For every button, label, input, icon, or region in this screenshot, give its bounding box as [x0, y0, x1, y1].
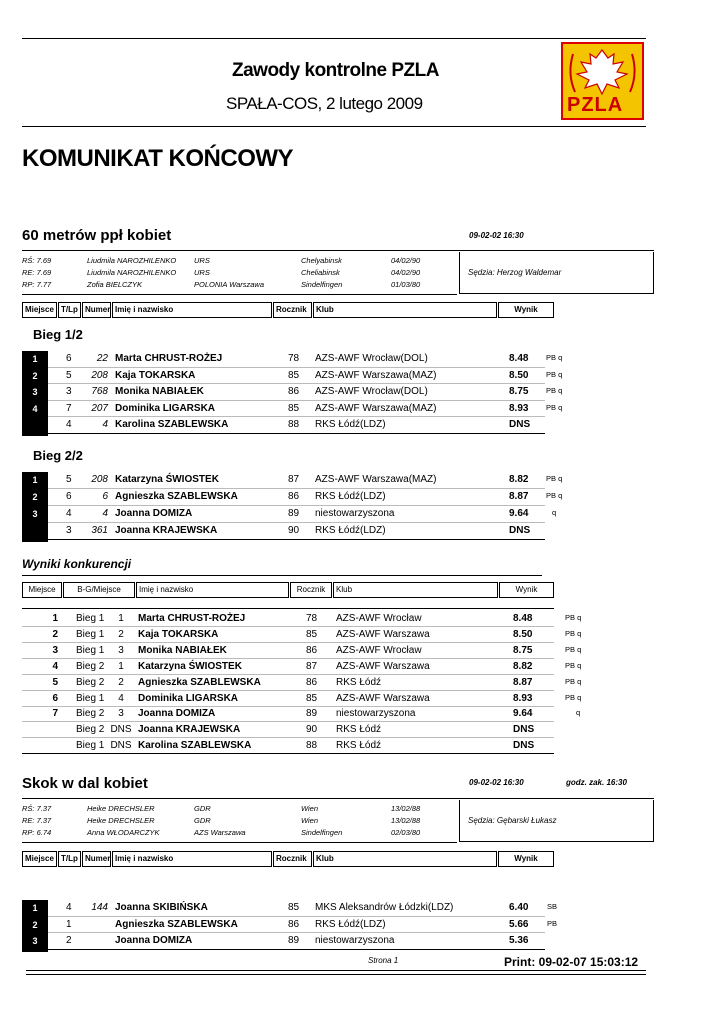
athlete-name: Agnieszka SZABLEWSKA: [115, 918, 238, 930]
sum-col-name-header: Imię i nazwisko: [136, 582, 289, 598]
result-value: 9.64: [513, 708, 533, 720]
athlete-name: Joanna DOMIZA: [138, 708, 216, 720]
summary-place: 2: [52, 628, 58, 640]
athlete-name: Dominika LIGARSKA: [138, 692, 239, 704]
bib-number: 22: [96, 353, 108, 364]
col-place-header: Miejsce: [22, 302, 57, 318]
bib-number: 6: [102, 491, 108, 502]
result-value: 9.64: [509, 508, 529, 519]
col-club-header: Klub: [313, 851, 497, 867]
record-country: URS: [194, 256, 210, 265]
row-divider: [48, 949, 545, 950]
birth-year: 88: [306, 740, 318, 752]
club-name: AZS-AWF Warszawa(MAZ): [315, 402, 437, 414]
summary-heat-place: 3: [118, 708, 124, 720]
record-label: RP: 7.77: [22, 280, 52, 289]
row-divider: [22, 690, 554, 691]
place-number: 3: [32, 936, 38, 947]
club-name: niestowarzyszona: [315, 508, 395, 519]
result-note: PB q: [546, 353, 563, 362]
club-name: RKS Łódź: [336, 676, 382, 688]
record-label: RŚ: 7.37: [22, 804, 52, 813]
club-name: niestowarzyszona: [315, 935, 395, 947]
club-name: AZS-AWF Warszawa: [336, 660, 430, 672]
summary-heat: Bieg 2: [76, 676, 105, 688]
sum-col-club-header: Klub: [333, 582, 498, 598]
record-country: URS: [194, 268, 210, 277]
row-divider: [48, 400, 545, 401]
result-note: PB q: [546, 386, 563, 395]
sum-col-result-header: Wynik: [499, 582, 554, 598]
club-name: AZS-AWF Wrocław: [336, 613, 422, 624]
summary-title: Wyniki konkurencji: [22, 557, 132, 571]
result-note: PB: [547, 918, 558, 928]
birth-year: 85: [306, 628, 318, 640]
record-city: Sindelfingen: [301, 828, 343, 837]
lane: 2: [66, 935, 72, 947]
result-value: DNS: [509, 419, 531, 430]
record-holder: Heike DRECHSLER: [87, 816, 155, 825]
birth-year: 88: [288, 419, 300, 430]
summary-heat-place: DNS: [110, 740, 132, 752]
result-value: 8.75: [513, 644, 533, 656]
row-divider: [22, 674, 554, 675]
result-value: 8.93: [509, 402, 529, 414]
place-number: 4: [32, 403, 38, 414]
record-holder: Zofia BIELCZYK: [87, 280, 143, 289]
birth-year: 89: [288, 935, 300, 947]
record-city: Wien: [301, 816, 319, 825]
result-value: 8.48: [513, 613, 533, 624]
bib-number: 4: [102, 508, 108, 519]
result-note: PB q: [565, 660, 582, 670]
row-divider: [22, 737, 554, 738]
record-date: 01/03/80: [391, 280, 421, 289]
club-name: AZS-AWF Warszawa(MAZ): [315, 474, 437, 485]
place-number: 3: [32, 387, 38, 397]
print-timestamp: Print: 09-02-07 15:03:12: [504, 955, 639, 969]
event-title: 60 metrów ppł kobiet: [22, 227, 172, 244]
lane: 4: [66, 419, 72, 430]
summary-heat-place: 2: [118, 628, 124, 640]
col-year-header: Rocznik: [273, 302, 312, 318]
summary-heat: Bieg 2: [76, 660, 105, 672]
result-value: DNS: [513, 740, 535, 752]
record-country: POLONIA Warszawa: [194, 280, 265, 289]
result-value: 8.50: [509, 369, 529, 381]
result-value: 5.36: [509, 935, 529, 947]
club-name: RKS Łódź: [336, 740, 382, 752]
heat-title: Bieg 2/2: [33, 448, 83, 463]
record-label: RŚ: 7.69: [22, 256, 52, 265]
bib-number: 4: [102, 419, 108, 430]
summary-heat: Bieg 2: [76, 708, 105, 720]
summary-heat: Bieg 1: [76, 740, 105, 752]
page-number: Strona 1: [368, 956, 399, 965]
result-note: q: [576, 708, 581, 718]
birth-year: 90: [288, 525, 300, 536]
competition-title: Zawody kontrolne PZLA: [232, 60, 439, 81]
place-number: 2: [32, 370, 38, 381]
athlete-name: Joanna SKIBIŃSKA: [115, 902, 208, 913]
bib-number: 361: [91, 525, 108, 536]
event-datetime: 09-02-02 16:30: [469, 231, 524, 240]
athlete-name: Monika NABIAŁEK: [115, 386, 204, 397]
athlete-name: Agnieszka SZABLEWSKA: [115, 491, 238, 502]
summary-place: 6: [52, 692, 58, 704]
place-number: 1: [32, 475, 38, 485]
event-title: Skok w dal kobiet: [22, 775, 148, 792]
pzla-logo: [561, 42, 644, 120]
record-city: Wien: [301, 804, 319, 813]
club-name: AZS-AWF Wrocław(DOL): [315, 353, 428, 364]
row-divider: [48, 522, 545, 523]
lane: 5: [66, 369, 72, 381]
col-place-header: Miejsce: [22, 851, 57, 867]
competition-subtitle: SPAŁA-COS, 2 lutego 2009: [226, 94, 423, 113]
bib-number: 144: [91, 902, 108, 913]
row-divider: [48, 367, 545, 368]
row-divider: [22, 753, 554, 754]
event-datetime: 09-02-02 16:30: [469, 778, 524, 787]
summary-place: 5: [52, 676, 58, 688]
athlete-name: Joanna DOMIZA: [115, 508, 193, 519]
summary-heat: Bieg 2: [76, 724, 105, 736]
summary-place: 7: [52, 708, 58, 720]
judge-box: [459, 252, 654, 294]
birth-year: 78: [288, 353, 300, 364]
lane: 3: [66, 525, 72, 536]
athlete-name: Dominika LIGARSKA: [115, 402, 216, 414]
row-divider: [48, 433, 545, 434]
record-label: RP: 6.74: [22, 828, 52, 837]
result-note: q: [552, 508, 557, 517]
col-year-header: Rocznik: [273, 851, 312, 867]
lane: 7: [66, 402, 72, 414]
col-club-header: Klub: [313, 302, 497, 318]
result-value: DNS: [509, 525, 531, 536]
row-divider: [22, 721, 554, 722]
summary-heat-place: DNS: [110, 724, 132, 736]
result-value: 8.75: [509, 386, 529, 397]
result-note: PB q: [565, 644, 582, 654]
lane: 3: [66, 386, 72, 397]
lane: 6: [66, 491, 72, 502]
record-date: 02/03/80: [391, 828, 421, 837]
birth-year: 89: [288, 508, 300, 519]
athlete-name: Kaja TOKARSKA: [115, 369, 196, 381]
lane: 4: [66, 902, 72, 913]
record-label: RE: 7.37: [22, 816, 52, 825]
summary-heat-place: 4: [118, 692, 124, 704]
summary-heat: Bieg 1: [76, 613, 105, 624]
athlete-name: Karolina SZABLEWSKA: [138, 740, 252, 752]
col-result-header: Wynik: [498, 851, 554, 867]
lane: 4: [66, 508, 72, 519]
birth-year: 89: [306, 708, 318, 720]
club-name: RKS Łódź: [336, 724, 382, 736]
athlete-name: Joanna KRAJEWSKA: [138, 724, 241, 736]
athlete-name: Katarzyna ŚWIOSTEK: [138, 660, 242, 672]
result-value: 8.48: [509, 353, 529, 364]
result-note: PB q: [565, 692, 582, 702]
record-holder: Liudmila NAROZHILENKO: [87, 256, 177, 265]
birth-year: 86: [288, 918, 300, 930]
result-value: 8.82: [509, 474, 529, 485]
club-name: RKS Łódź(LDZ): [315, 525, 386, 536]
club-name: RKS Łódź(LDZ): [315, 419, 386, 430]
main-heading: KOMUNIKAT KOŃCOWY: [22, 145, 294, 172]
record-country: GDR: [194, 804, 211, 813]
row-divider: [22, 658, 554, 659]
athlete-name: Karolina SZABLEWSKA: [115, 419, 229, 430]
heat-title: Bieg 1/2: [33, 327, 83, 342]
logo-text: PZLA: [567, 94, 624, 116]
col-name-header: Imię i nazwisko: [112, 851, 272, 867]
record-city: Sindelfingen: [301, 280, 343, 289]
summary-header-divider: [22, 608, 554, 609]
result-value: 5.66: [509, 918, 529, 930]
row-divider: [48, 916, 545, 917]
summary-heat-place: 1: [118, 660, 124, 672]
birth-year: 86: [288, 491, 300, 502]
record-holder: Liudmila NAROZHILENKO: [87, 268, 177, 277]
result-value: 8.87: [509, 491, 529, 502]
result-note: PB q: [546, 491, 563, 500]
result-value: DNS: [513, 724, 535, 736]
judge-box: [459, 800, 654, 842]
club-name: RKS Łódź(LDZ): [315, 491, 386, 502]
row-divider: [48, 488, 545, 489]
result-note: PB q: [565, 676, 582, 686]
record-label: RE: 7.69: [22, 268, 52, 277]
lane: 5: [66, 474, 72, 485]
col-tlp-header: T/Lp: [58, 851, 81, 867]
place-number: 2: [32, 492, 38, 502]
club-name: RKS Łódź(LDZ): [315, 918, 386, 930]
club-name: AZS-AWF Wrocław: [336, 644, 422, 656]
club-name: AZS-AWF Warszawa: [336, 692, 430, 704]
athlete-name: Marta CHRUST-ROŻEJ: [115, 353, 223, 364]
judge-label: Sędzia: Gębarski Łukasz: [468, 816, 557, 825]
bib-number: 207: [91, 402, 108, 414]
birth-year: 85: [288, 902, 300, 913]
result-value: 8.87: [513, 676, 533, 688]
club-name: AZS-AWF Warszawa: [336, 628, 430, 640]
athlete-name: Monika NABIAŁEK: [138, 644, 227, 656]
birth-year: 86: [306, 676, 318, 688]
athlete-name: Joanna DOMIZA: [115, 935, 193, 947]
result-value: 8.82: [513, 660, 533, 672]
record-date: 13/02/88: [391, 804, 421, 813]
summary-heat: Bieg 1: [76, 644, 105, 656]
row-divider: [22, 626, 554, 627]
place-number: 1: [32, 903, 38, 913]
result-note: PB q: [546, 474, 563, 483]
birth-year: 86: [288, 386, 300, 397]
place-number: 3: [32, 509, 38, 519]
athlete-name: Marta CHRUST-ROŻEJ: [138, 613, 246, 624]
summary-place: 3: [52, 644, 58, 656]
col-number-header: Numer: [82, 302, 111, 318]
result-value: 8.93: [513, 692, 533, 704]
judge-label: Sędzia: Herzog Waldemar: [468, 268, 562, 277]
event-end-time: godz. zak. 16:30: [566, 778, 627, 787]
summary-place: 1: [52, 613, 58, 624]
record-country: GDR: [194, 816, 211, 825]
result-note: PB q: [565, 613, 582, 622]
record-holder: Anna WŁODARCZYK: [87, 828, 160, 837]
summary-heat: Bieg 1: [76, 628, 105, 640]
col-tlp-header: T/Lp: [58, 302, 81, 318]
birth-year: 85: [306, 692, 318, 704]
bib-number: 768: [91, 386, 108, 397]
sum-col-place-header: Miejsce: [22, 582, 62, 598]
birth-year: 87: [288, 474, 300, 485]
club-name: AZS-AWF Wrocław(DOL): [315, 386, 428, 397]
record-date: 13/02/88: [391, 816, 421, 825]
summary-place: 4: [52, 660, 58, 672]
summary-heat-place: 2: [118, 676, 124, 688]
sum-col-heatplace-header: B-G/Miejsce: [63, 582, 135, 598]
result-note: PB q: [546, 369, 563, 379]
result-note: PB q: [546, 402, 563, 412]
result-value: 8.50: [513, 628, 533, 640]
record-date: 04/02/90: [391, 256, 421, 265]
row-divider: [22, 642, 554, 643]
lane: 1: [66, 918, 72, 930]
record-city: Chelyabinsk: [301, 256, 342, 265]
birth-year: 90: [306, 724, 318, 736]
summary-heat-place: 3: [118, 644, 124, 656]
athlete-name: Kaja TOKARSKA: [138, 628, 219, 640]
place-number: 1: [32, 354, 38, 364]
row-divider: [48, 539, 545, 540]
col-name-header: Imię i nazwisko: [112, 302, 272, 318]
birth-year: 87: [306, 660, 318, 672]
birth-year: 78: [306, 613, 318, 624]
lane: 6: [66, 353, 72, 364]
sum-col-year-header: Rocznik: [290, 582, 332, 598]
record-country: AZS Warszawa: [194, 828, 246, 837]
row-divider: [48, 505, 545, 506]
athlete-name: Agnieszka SZABLEWSKA: [138, 676, 261, 688]
athlete-name: Katarzyna ŚWIOSTEK: [115, 474, 219, 485]
club-name: AZS-AWF Warszawa(MAZ): [315, 369, 437, 381]
col-number-header: Numer: [82, 851, 111, 867]
record-city: Cheliabinsk: [301, 268, 340, 277]
club-name: MKS Aleksandrów Łódzki(LDZ): [315, 902, 454, 913]
record-holder: Heike DRECHSLER: [87, 804, 155, 813]
result-note: PB q: [565, 628, 582, 638]
bib-number: 208: [91, 474, 108, 485]
club-name: niestowarzyszona: [336, 708, 416, 720]
birth-year: 85: [288, 402, 300, 414]
place-number: 2: [32, 919, 38, 930]
result-note: SB: [547, 902, 558, 911]
birth-year: 85: [288, 369, 300, 381]
summary-heat-place: 1: [118, 613, 124, 624]
result-value: 6.40: [509, 902, 529, 913]
row-divider: [22, 706, 554, 707]
row-divider: [48, 932, 545, 933]
summary-heat: Bieg 1: [76, 692, 105, 704]
row-divider: [48, 416, 545, 417]
record-date: 04/02/90: [391, 268, 421, 277]
birth-year: 86: [306, 644, 318, 656]
row-divider: [48, 383, 545, 384]
athlete-name: Joanna KRAJEWSKA: [115, 525, 218, 536]
bib-number: 208: [91, 369, 108, 381]
col-result-header: Wynik: [498, 302, 554, 318]
